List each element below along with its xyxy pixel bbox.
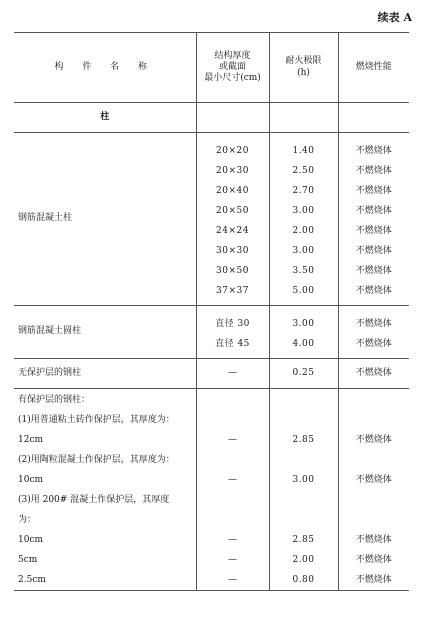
rc-round-sizes: 直径 30 直径 45 xyxy=(196,306,269,359)
header-name: 构 件 名 称 xyxy=(14,33,196,103)
fire-resistance-table xyxy=(14,32,409,591)
continued-label: 续表 A xyxy=(377,11,412,24)
rc-round-limits: 3.00 4.00 xyxy=(269,306,338,359)
steel-protected-limits: 2.85 3.00 2.85 2.00 0.80 xyxy=(269,389,338,591)
steel-protected-description: 有保护层的钢柱： (1)用普通粘土砖作保护层，其厚度为： 12cm (2)用陶粒混凝土作保护层，其厚度为： 10cm (3)用 200# 混凝土作保护层，其厚度 为： 10cm 5cm 2.5cm xyxy=(14,389,196,591)
row-name-rc-column: 钢筋混凝土柱 xyxy=(14,133,196,306)
steel-bare-burn: 不燃烧体 xyxy=(338,359,409,389)
table-row xyxy=(14,133,409,306)
header-limit: 耐火极限 (h) xyxy=(269,33,338,103)
row-name-steel-bare: 无保护层的钢柱 xyxy=(14,359,196,389)
header-combustibility: 燃烧性能 xyxy=(338,33,409,103)
row-name-rc-round: 钢筋混凝土圆柱 xyxy=(14,306,196,359)
section-row xyxy=(14,103,409,133)
header-thickness: 结构厚度 或截面 最小尺寸(cm) xyxy=(196,33,269,103)
table-row xyxy=(14,389,409,591)
rc-column-limits: 1.40 2.50 2.70 3.00 2.00 3.00 3.50 5.00 xyxy=(269,133,338,306)
rc-column-sizes: 20×20 20×30 20×40 20×50 24×24 30×30 30×50 37×37 xyxy=(196,133,269,306)
steel-bare-limit: 0.25 xyxy=(269,359,338,389)
steel-protected-burn: 不燃烧体 不燃烧体 不燃烧体 不燃烧体 不燃烧体 xyxy=(338,389,409,591)
section-title: 柱 xyxy=(14,103,196,133)
steel-protected-sizes: — — — — — xyxy=(196,389,269,591)
table-row xyxy=(14,359,409,389)
steel-bare-size: — xyxy=(196,359,269,389)
rc-column-burn: 不燃烧体 不燃烧体 不燃烧体 不燃烧体 不燃烧体 不燃烧体 不燃烧体 不燃烧体 xyxy=(338,133,409,306)
rc-round-burn: 不燃烧体 不燃烧体 xyxy=(338,306,409,359)
table-header-row xyxy=(14,33,409,103)
table-row xyxy=(14,306,409,359)
